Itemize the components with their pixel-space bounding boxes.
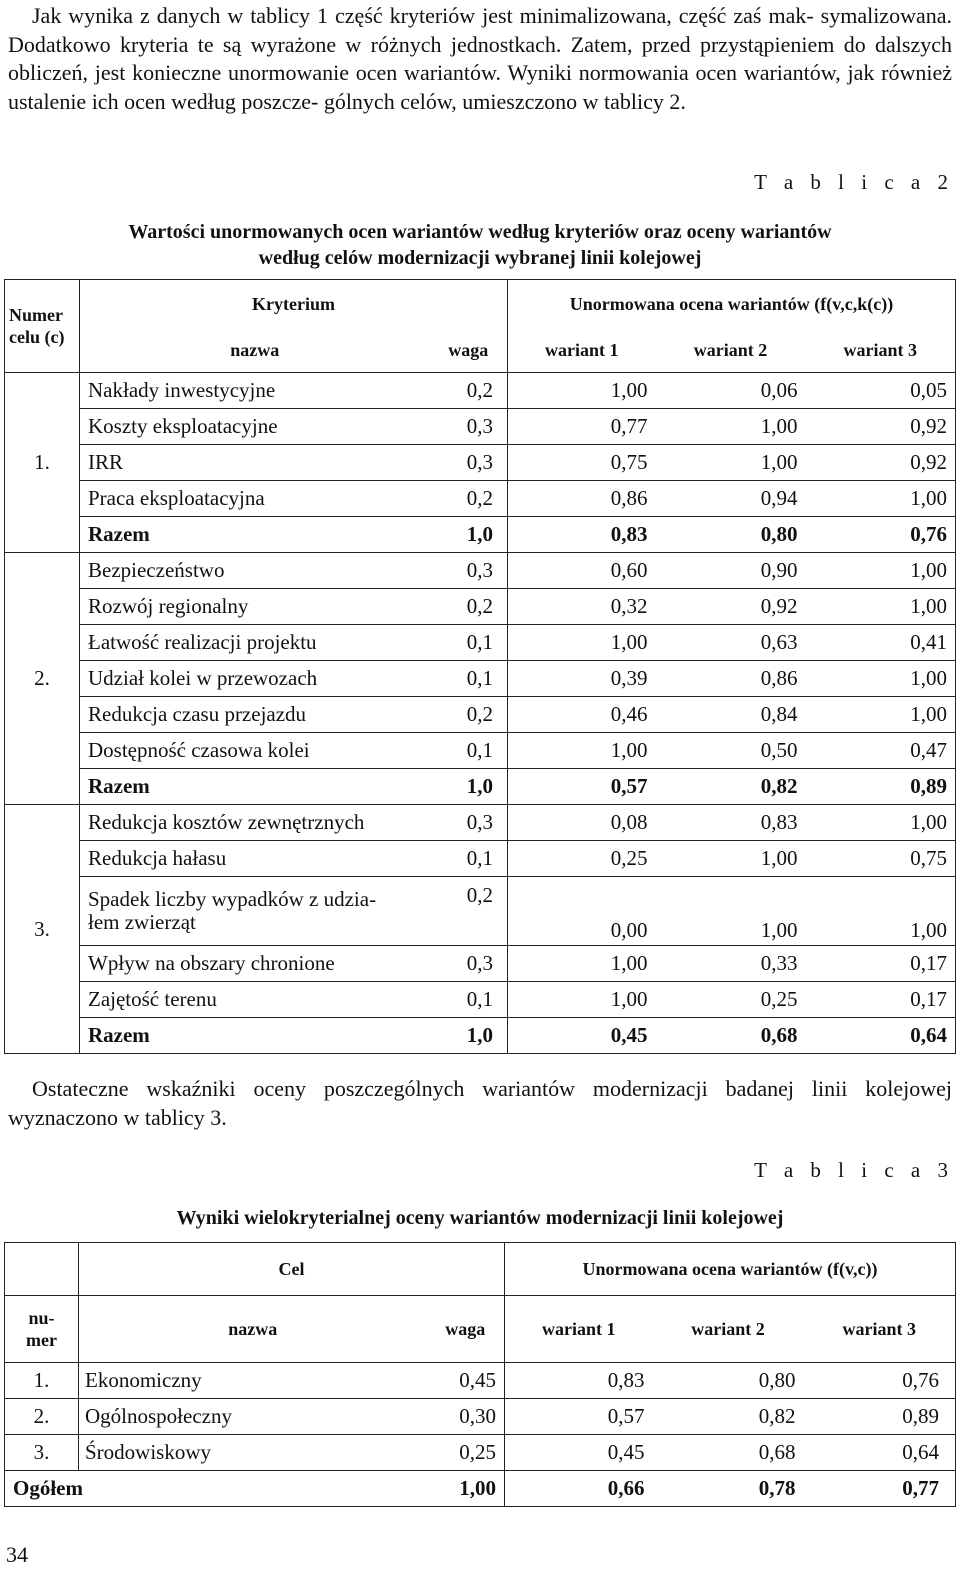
variant1-value: 1,00 (508, 946, 656, 982)
total-label: Razem (80, 769, 430, 805)
variant3-value: 0,76 (804, 1363, 956, 1399)
variant3-value: 1,00 (806, 805, 956, 841)
total-row (5, 1471, 956, 1507)
criterion-weight: 0,2 (430, 697, 508, 733)
caption-line: według celów modernizacji wybranej linii kolejowej (258, 247, 702, 269)
col-numer (5, 1296, 79, 1363)
variant3-value: 0,17 (806, 982, 956, 1018)
goal-number: 1. (5, 1363, 79, 1399)
header-text: nu- (28, 1308, 55, 1328)
intro-paragraph (8, 2, 952, 116)
criterion-weight: 0,3 (430, 946, 508, 982)
variant2-total: 0,78 (653, 1471, 804, 1507)
header-text: Numer (9, 305, 63, 325)
variant2-value: 1,00 (656, 409, 806, 445)
table-row (5, 445, 956, 481)
criterion-name: Praca eksploatacyjna (80, 481, 430, 517)
intro-line: symalizowana. Dodatkowo kryteria te są wyrażone w różnych jednostkach. Zatem, przed (8, 3, 952, 57)
variant2-value: 0,94 (656, 481, 806, 517)
table-row (5, 1435, 956, 1471)
variant1-value: 0,00 (508, 877, 656, 946)
variant1-value: 0,83 (505, 1363, 653, 1399)
caption-line: Wartości unormowanych ocen wariantów według kryteriów oraz oceny wariantów (128, 221, 832, 243)
table-row (5, 1363, 956, 1399)
variant2-value: 0,80 (653, 1363, 804, 1399)
goal-number: 3. (5, 1435, 79, 1471)
total-label: Ogółem (5, 1471, 427, 1507)
variant3-value: 1,00 (806, 697, 956, 733)
total-weight: 1,0 (430, 1018, 508, 1054)
goal-weight: 0,45 (427, 1363, 505, 1399)
variant2-value: 0,86 (656, 661, 806, 697)
variant1-value: 0,86 (508, 481, 656, 517)
criterion-weight: 0,2 (430, 589, 508, 625)
goal-number: 1. (5, 373, 80, 553)
variant2-total: 0,80 (656, 517, 806, 553)
variant2-value: 0,83 (656, 805, 806, 841)
variant3-value: 1,00 (806, 481, 956, 517)
outro-line: kolejowej wyznaczono w tablicy 3. (8, 1076, 952, 1130)
goal-weight: 0,25 (427, 1435, 505, 1471)
variant1-value: 0,77 (508, 409, 656, 445)
variant3-value: 0,92 (806, 445, 956, 481)
variant3-value: 0,89 (804, 1399, 956, 1435)
ocena-header: Unormowana ocena wariantów (f(v,c,k(c)) (508, 280, 956, 329)
variant3-value: 0,17 (806, 946, 956, 982)
criterion-name: IRR (80, 445, 430, 481)
numer-celu-header (5, 280, 80, 373)
goal-name: Środowiskowy (79, 1435, 427, 1471)
total-label: Razem (80, 1018, 430, 1054)
variant1-value: 1,00 (508, 982, 656, 1018)
criterion-weight: 0,3 (430, 805, 508, 841)
intro-line: przystąpieniem do dalszych obliczeń, jest konieczne unormowanie ocen wariantów. (8, 31, 953, 86)
variant2-value: 0,84 (656, 697, 806, 733)
col-waga: waga (430, 328, 508, 373)
table-row (5, 733, 956, 769)
variant1-value: 0,75 (508, 445, 656, 481)
criterion-name: Łatwość realizacji projektu (80, 625, 430, 661)
criterion-name: Rozwój regionalny (80, 589, 430, 625)
variant1-value: 0,39 (508, 661, 656, 697)
ocena-header: Unormowana ocena wariantów (f(v,c)) (505, 1243, 956, 1296)
col-wariant1: wariant 1 (505, 1296, 653, 1363)
header-text: celu (c) (9, 327, 65, 347)
variant3-value: 0,47 (806, 733, 956, 769)
criterion-weight: 0,2 (430, 481, 508, 517)
variant1-total: 0,66 (505, 1471, 653, 1507)
variant3-value: 0,92 (806, 409, 956, 445)
variant3-value: 0,41 (806, 625, 956, 661)
variant1-value: 1,00 (508, 625, 656, 661)
variant2-value: 1,00 (656, 445, 806, 481)
goal-number: 2. (5, 1399, 79, 1435)
variant3-total: 0,77 (804, 1471, 956, 1507)
criterion-weight: 0,2 (430, 373, 508, 409)
table-row (5, 841, 956, 877)
table-row (5, 481, 956, 517)
col-wariant3: wariant 3 (806, 328, 956, 373)
criterion-name: Wpływ na obszary chronione (80, 946, 430, 982)
table-row (5, 409, 956, 445)
variant2-value: 0,90 (656, 553, 806, 589)
variant3-value: 1,00 (806, 589, 956, 625)
col-waga: waga (427, 1296, 505, 1363)
intro-line: Jak wynika z danych w tablicy 1 część kryteriów jest minimalizowana, część zaś mak- (32, 3, 814, 28)
total-row (5, 1018, 956, 1054)
criterion-name: Redukcja hałasu (80, 841, 430, 877)
variant2-value: 0,92 (656, 589, 806, 625)
variant2-value: 0,63 (656, 625, 806, 661)
table3 (4, 1242, 956, 1507)
criterion-name-line: Spadek liczby wypadków z udzia- (88, 887, 377, 911)
header-text: mer (26, 1330, 57, 1350)
variant2-value: 1,00 (656, 841, 806, 877)
criterion-weight: 0,1 (430, 661, 508, 697)
col-nazwa: nazwa (79, 1296, 427, 1363)
variant3-value: 1,00 (806, 553, 956, 589)
cel-header: Cel (79, 1243, 505, 1296)
variant2-total: 0,68 (656, 1018, 806, 1054)
variant3-value: 1,00 (806, 661, 956, 697)
kryterium-header: Kryterium (80, 280, 508, 329)
criterion-name (80, 877, 430, 946)
variant3-value: 0,75 (806, 841, 956, 877)
col-wariant3: wariant 3 (804, 1296, 956, 1363)
page-number: 34 (6, 1542, 28, 1567)
goal-name: Ogólnospołeczny (79, 1399, 427, 1435)
variant1-value: 0,45 (505, 1435, 653, 1471)
table-row (5, 697, 956, 733)
variant1-value: 0,60 (508, 553, 656, 589)
table-row (5, 982, 956, 1018)
table-row (5, 373, 956, 409)
goal-weight: 0,30 (427, 1399, 505, 1435)
table2-caption (0, 219, 960, 271)
goal-number: 3. (5, 805, 80, 1054)
table-row (5, 589, 956, 625)
variant3-total: 0,76 (806, 517, 956, 553)
variant2-value: 0,06 (656, 373, 806, 409)
variant3-total: 0,64 (806, 1018, 956, 1054)
variant1-total: 0,83 (508, 517, 656, 553)
variant2-value: 0,25 (656, 982, 806, 1018)
intro-line: gólnych celów, umieszczono w tablicy 2. (323, 88, 686, 114)
total-row (5, 769, 956, 805)
criterion-name: Nakłady inwestycyjne (80, 373, 430, 409)
criterion-name: Zajętość terenu (80, 982, 430, 1018)
total-row (5, 517, 956, 553)
criterion-weight: 0,1 (430, 625, 508, 661)
variant3-value: 0,64 (804, 1435, 956, 1471)
table-row (5, 877, 956, 946)
total-weight: 1,00 (427, 1471, 505, 1507)
table3-caption: Wyniki wielokryterialnej oceny wariantów modernizacji linii kolejowej (176, 1207, 784, 1229)
variant1-value: 1,00 (508, 733, 656, 769)
table-row (5, 553, 956, 589)
variant1-value: 0,46 (508, 697, 656, 733)
variant3-total: 0,89 (806, 769, 956, 805)
col-wariant2: wariant 2 (653, 1296, 804, 1363)
outro-paragraph (8, 1075, 952, 1132)
variant3-value: 1,00 (806, 877, 956, 946)
criterion-name: Bezpieczeństwo (80, 553, 430, 589)
table2 (4, 279, 956, 1054)
variant2-value: 0,68 (653, 1435, 804, 1471)
outro-line: Ostateczne wskaźniki oceny poszczególnych wariantów modernizacji badanej linii (32, 1076, 848, 1101)
criterion-name: Redukcja czasu przejazdu (80, 697, 430, 733)
total-weight: 1,0 (430, 769, 508, 805)
total-label: Razem (80, 517, 430, 553)
variant2-value: 0,82 (653, 1399, 804, 1435)
variant1-value: 0,57 (505, 1399, 653, 1435)
variant2-value: 1,00 (656, 877, 806, 946)
criterion-weight: 0,3 (430, 553, 508, 589)
criterion-weight: 0,3 (430, 409, 508, 445)
variant1-total: 0,57 (508, 769, 656, 805)
variant2-total: 0,82 (656, 769, 806, 805)
criterion-weight: 0,1 (430, 841, 508, 877)
variant2-value: 0,50 (656, 733, 806, 769)
criterion-weight: 0,1 (430, 982, 508, 1018)
goal-number: 2. (5, 553, 80, 805)
criterion-name-line: łem zwierząt (88, 910, 196, 934)
table-row (5, 625, 956, 661)
table-row (5, 1399, 956, 1435)
criterion-name: Dostępność czasowa kolei (80, 733, 430, 769)
criterion-name: Udział kolei w przewozach (80, 661, 430, 697)
variant1-value: 1,00 (508, 373, 656, 409)
variant1-value: 0,32 (508, 589, 656, 625)
variant1-total: 0,45 (508, 1018, 656, 1054)
table2-label: T a b l i c a 2 (754, 170, 954, 194)
variant1-value: 0,25 (508, 841, 656, 877)
criterion-weight: 0,3 (430, 445, 508, 481)
variant3-value: 0,05 (806, 373, 956, 409)
table-row (5, 946, 956, 982)
variant1-value: 0,08 (508, 805, 656, 841)
criterion-weight: 0,2 (430, 877, 508, 946)
col-wariant1: wariant 1 (508, 328, 656, 373)
criterion-weight: 0,1 (430, 733, 508, 769)
table3-label: T a b l i c a 3 (754, 1158, 954, 1182)
variant2-value: 0,33 (656, 946, 806, 982)
table-row (5, 805, 956, 841)
col-nazwa: nazwa (80, 328, 430, 373)
goal-name: Ekonomiczny (79, 1363, 427, 1399)
table-row (5, 661, 956, 697)
criterion-name: Koszty eksploatacyjne (80, 409, 430, 445)
empty-header-cell (5, 1243, 79, 1296)
col-wariant2: wariant 2 (656, 328, 806, 373)
intro-line: Wyniki normowania ocen wariantów, jak również ustalenie ich ocen według poszcze- (8, 60, 952, 114)
total-weight: 1,0 (430, 517, 508, 553)
criterion-name: Redukcja kosztów zewnętrznych (80, 805, 430, 841)
